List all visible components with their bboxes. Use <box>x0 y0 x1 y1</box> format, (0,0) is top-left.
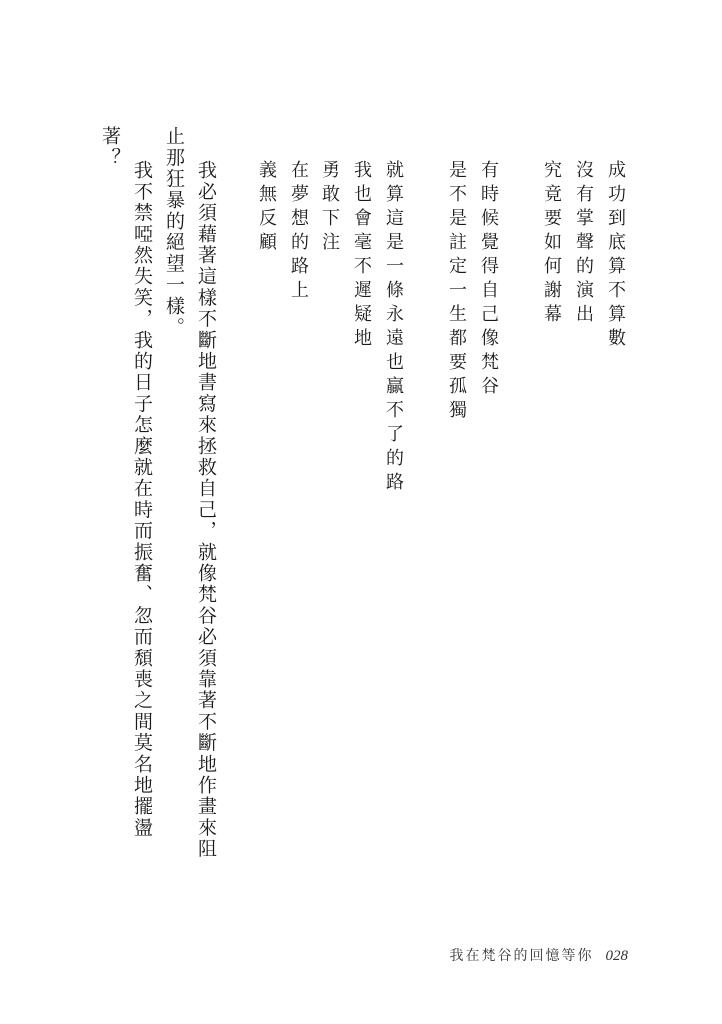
prose-line: 著？ <box>99 126 121 169</box>
poem-line: 就算這是一條永遠也贏不了的路 <box>383 160 404 496</box>
prose-line: 我不禁啞然失笑，我的日子怎麼就在時而振奮、忽而頹喪之間莫名地擺盪 <box>131 160 153 839</box>
page-footer <box>450 945 629 965</box>
poem-line: 我也會毫不遲疑地 <box>351 160 372 352</box>
page-number: 028 <box>605 948 628 964</box>
prose-line: 我必須藉著這樣不斷地書寫來拯救自己，就像梵谷必須靠著不斷地作畫來阻 <box>195 160 217 860</box>
book-title: 我在梵谷的回憶等你 <box>449 948 594 964</box>
poem-line: 有時候覺得自己像梵谷 <box>478 160 499 400</box>
poem-line: 成功到底算不算數 <box>605 160 626 352</box>
poem-line: 沒有掌聲的演出 <box>573 160 594 328</box>
poem-line: 是不是註定一生都要孤獨 <box>446 160 467 424</box>
poem-line: 在夢想的路上 <box>288 160 309 304</box>
prose-line: 止那狂暴的絕望一樣。 <box>163 126 185 338</box>
poem-line: 勇敢下注 <box>319 160 340 256</box>
poem-line: 究竟要如何謝幕 <box>541 160 562 328</box>
poem-line: 義無反顧 <box>256 160 277 256</box>
